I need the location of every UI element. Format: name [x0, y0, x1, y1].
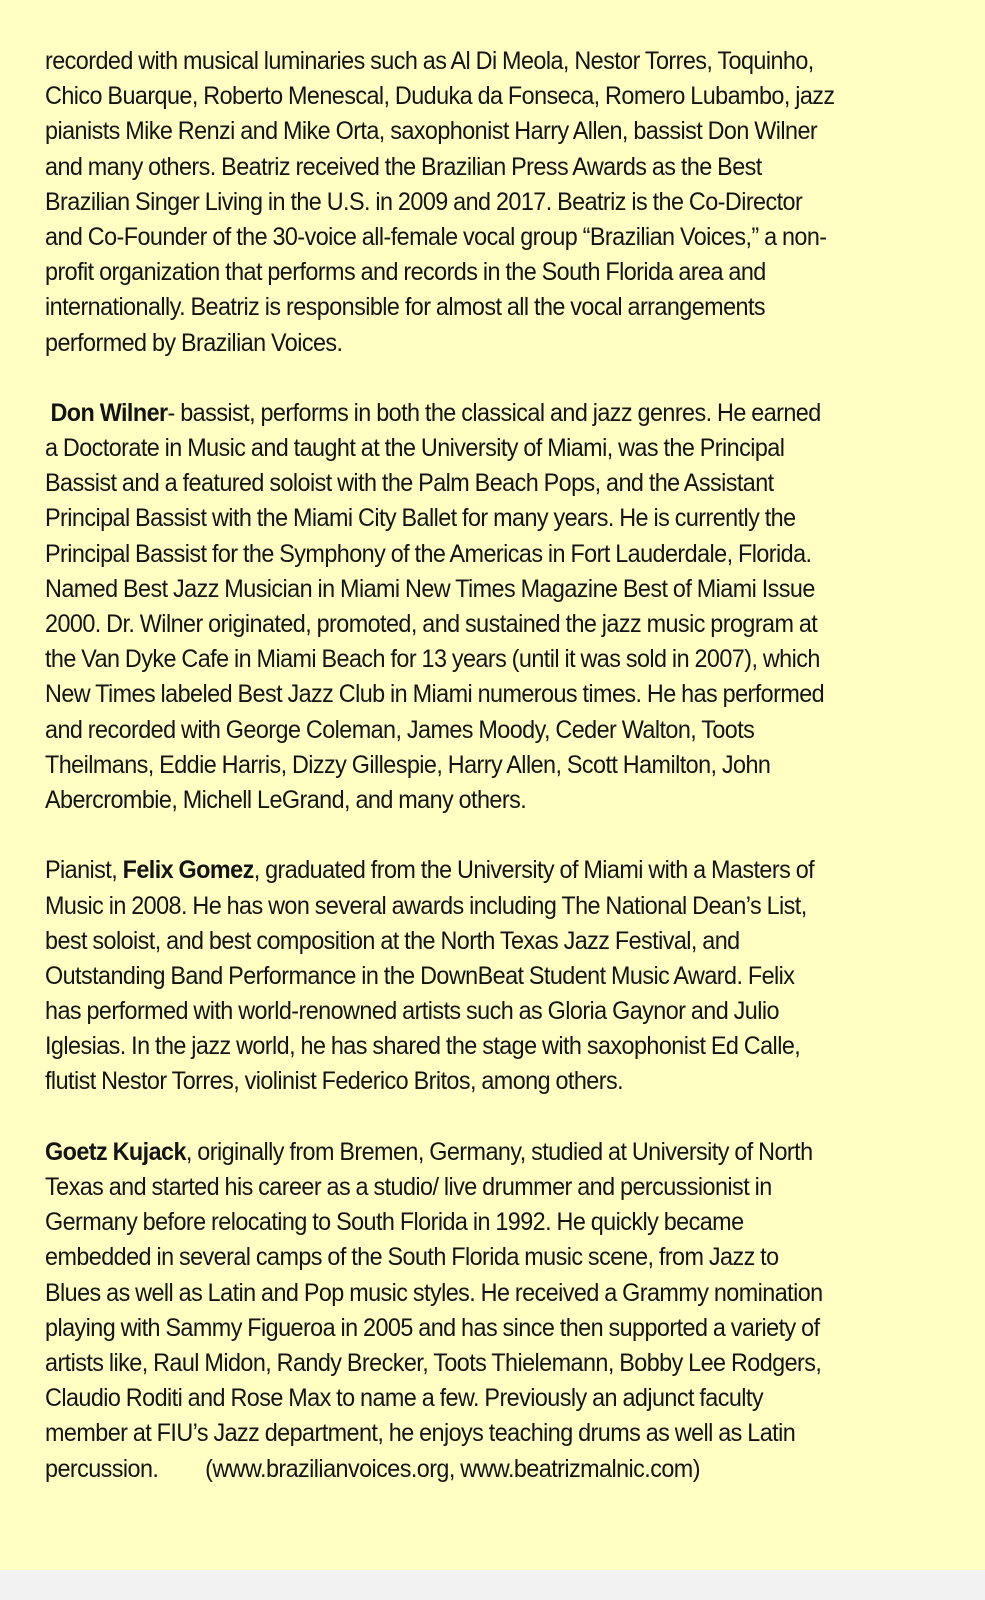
text-line: artists like, Raul Midon, Randy Brecker, Toots Thielemann, Bobby Lee Rodgers,	[45, 1348, 822, 1377]
text-line	[45, 853, 896, 888]
bio-paragraph-felix-gomez	[45, 853, 896, 1099]
musician-name: Don Wilner	[50, 398, 168, 427]
musician-name: Goetz Kujack	[45, 1137, 186, 1166]
text-line: Blues as well as Latin and Pop music styles. He received a Grammy nomination	[45, 1278, 823, 1307]
text-run: - bassist, performs in both the classical and jazz genres. He earned	[167, 398, 821, 427]
document-body	[45, 44, 896, 1522]
text-line: has performed with world-renowned artists such as Gloria Gaynor and Julio	[45, 997, 779, 1026]
text-line: the Van Dyke Cafe in Miami Beach for 13 years (until it was sold in 2007), which	[45, 645, 820, 674]
text-line: profit organization that performs and records in the South Florida area and	[45, 258, 766, 287]
text-line: playing with Sammy Figueroa in 2005 and has since then supported a variety of	[45, 1313, 820, 1342]
text-line: member at FIU’s Jazz department, he enjoys teaching drums as well as Latin	[45, 1419, 796, 1448]
text-line: a Doctorate in Music and taught at the University of Miami, was the Principal	[45, 434, 785, 463]
musician-name: Felix Gomez	[122, 856, 254, 885]
text-line: Outstanding Band Performance in the DownBeat Student Music Award. Felix	[45, 961, 795, 990]
text-line: recorded with musical luminaries such as Al Di Meola, Nestor Torres, Toquinho,	[45, 47, 814, 75]
text-run: percussion.	[45, 1454, 159, 1483]
text-line: Texas and started his career as a studio/ live drummer and percussionist in	[45, 1173, 772, 1201]
text-line: Iglesias. In the jazz world, he has shared the stage with saxophonist Ed Calle,	[45, 1032, 801, 1061]
text-line: Theilmans, Eddie Harris, Dizzy Gillespie, Harry Allen, Scott Hamilton, John	[45, 750, 771, 779]
text-line	[45, 1452, 896, 1487]
text-line: Principal Bassist with the Miami City Ballet for many years. He is currently the	[45, 504, 796, 533]
text-line: New Times labeled Best Jazz Club in Miami numerous times. He has performed	[45, 680, 825, 709]
text-line: Germany before relocating to South Florida in 1992. He quickly became	[45, 1208, 744, 1237]
text-line: Chico Buarque, Roberto Menescal, Duduka da Fonseca, Romero Lubambo, jazz	[45, 82, 835, 111]
text-line: and recorded with George Coleman, James Moody, Ceder Walton, Toots	[45, 715, 755, 744]
text-run: , graduated from the University of Miami with a Masters of	[253, 856, 815, 885]
text-line: performed by Brazilian Voices.	[45, 328, 343, 357]
text-line: Claudio Roditi and Rose Max to name a few. Previously an adjunct faculty	[45, 1384, 763, 1413]
bottom-margin-strip	[0, 1570, 985, 1600]
text-line: Named Best Jazz Musician in Miami New Times Magazine Best of Miami Issue	[45, 574, 815, 603]
text-line: and many others. Beatriz received the Brazilian Press Awards as the Best	[45, 152, 762, 181]
text-run: Pianist,	[45, 856, 123, 885]
text-line: flutist Nestor Torres, violinist Federico Britos, among others.	[45, 1067, 624, 1096]
text-line: Music in 2008. He has won several awards including The National Dean’s List,	[45, 891, 807, 920]
text-line: Bassist and a featured soloist with the Palm Beach Pops, and the Assistant	[45, 469, 774, 498]
bio-paragraph-goetz-kujack	[45, 1135, 896, 1487]
text-line: best soloist, and best composition at the North Texas Jazz Festival, and	[45, 926, 740, 955]
text-line: internationally. Beatriz is responsible for almost all the vocal arrangements	[45, 293, 766, 322]
text-run: , originally from Bremen, Germany, studied at University of North	[185, 1137, 813, 1166]
text-line: embedded in several camps of the South Florida music scene, from Jazz to	[45, 1243, 779, 1272]
text-line: pianists Mike Renzi and Mike Orta, saxophonist Harry Allen, bassist Don Wilner	[45, 117, 818, 146]
text-line: and Co-Founder of the 30-voice all-female vocal group “Brazilian Voices,” a non-	[45, 222, 827, 251]
bio-paragraph-don-wilner	[45, 396, 896, 818]
text-line	[45, 1135, 896, 1170]
website-links-text: (www.brazilianvoices.org, www.beatrizmalnic.com)	[205, 1454, 700, 1483]
text-line: Principal Bassist for the Symphony of the Americas in Fort Lauderdale, Florida.	[45, 539, 812, 568]
text-line: Brazilian Singer Living in the U.S. in 2009 and 2017. Beatriz is the Co-Director	[45, 187, 803, 216]
text-line	[45, 396, 896, 431]
text-line: Abercrombie, Michell LeGrand, and many others.	[45, 785, 527, 814]
text-line: 2000. Dr. Wilner originated, promoted, and sustained the jazz music program at	[45, 610, 818, 638]
bio-paragraph-beatriz	[45, 44, 896, 361]
